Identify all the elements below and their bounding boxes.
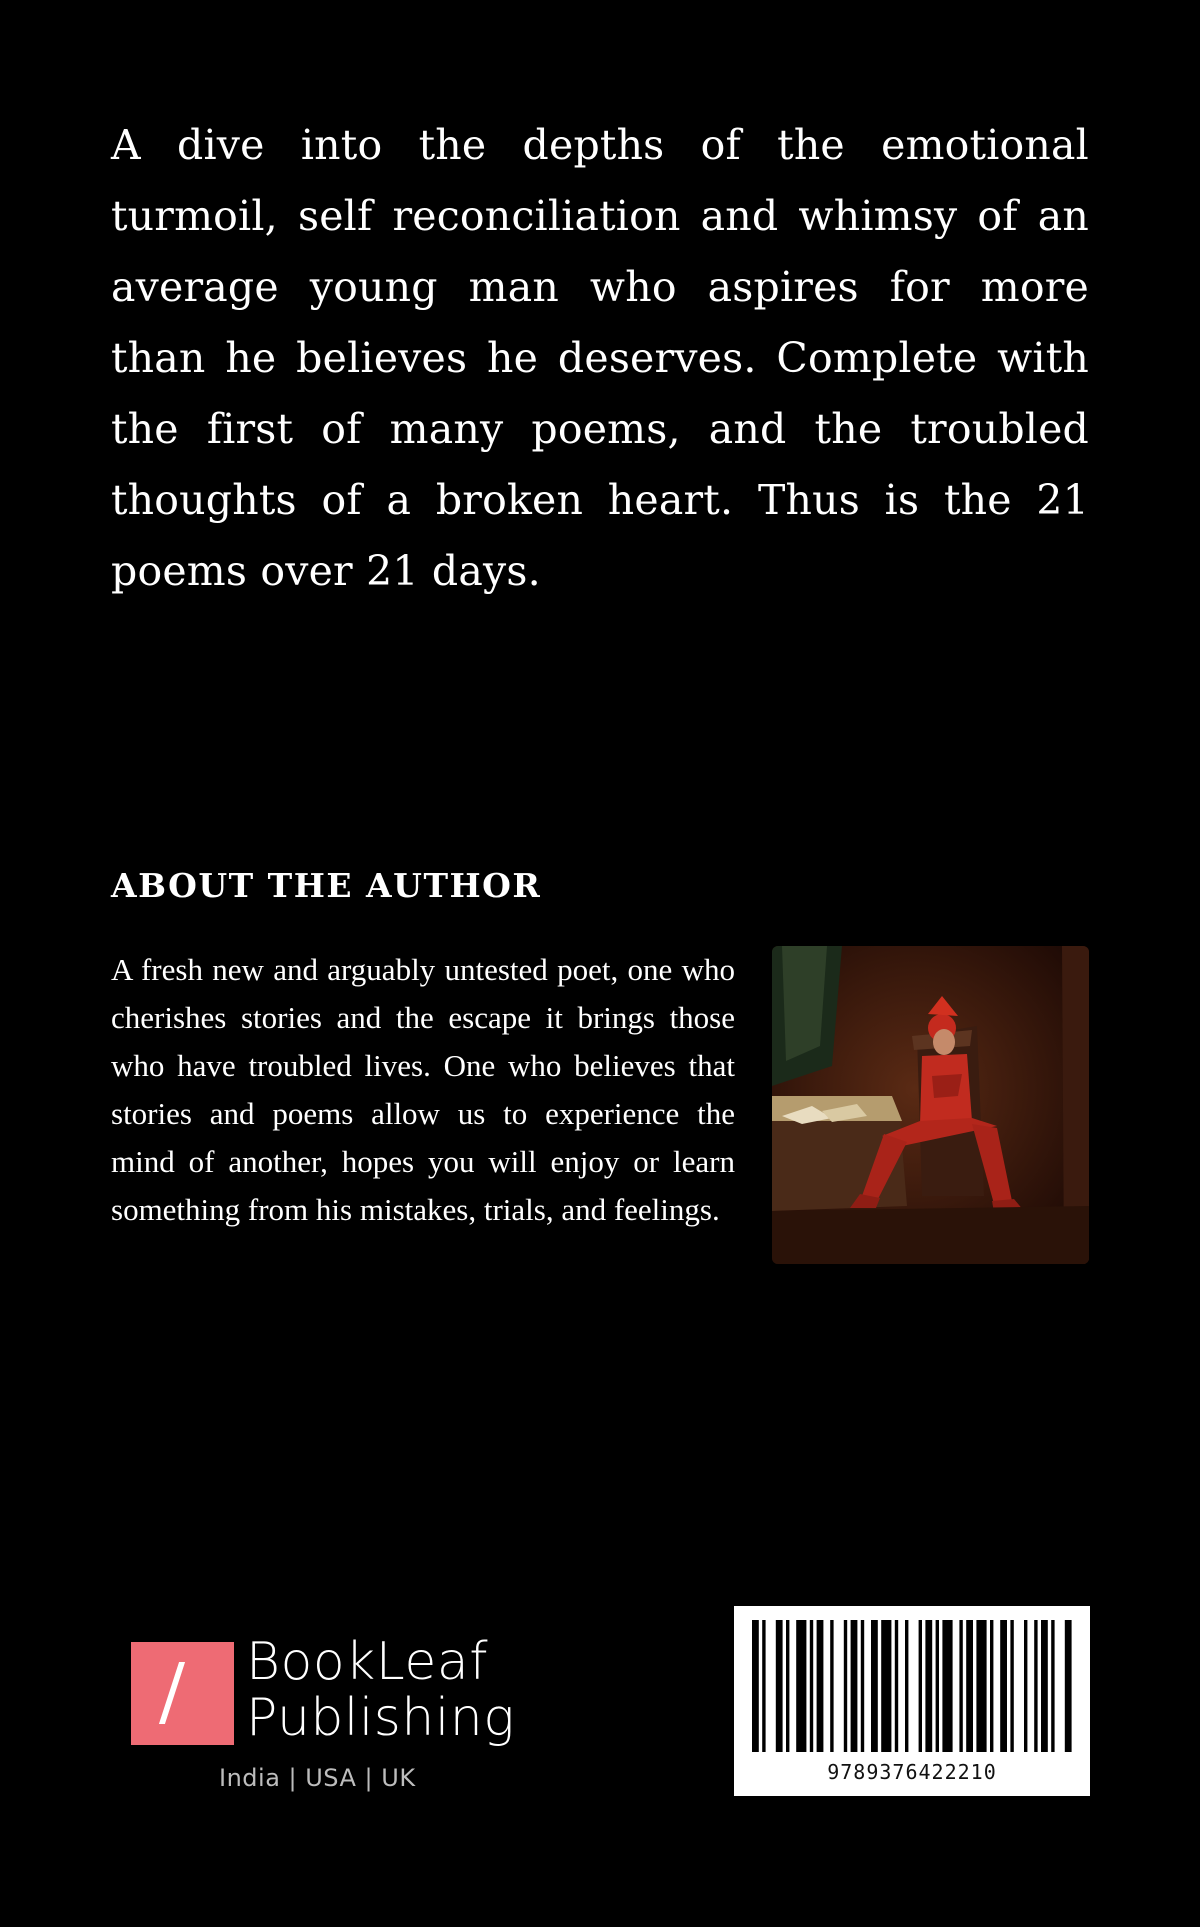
barcode-bar (990, 1620, 993, 1752)
blurb-text: A dive into the depths of the emotional turmoil, self reconciliation and whimsy of an average young man who aspires for more than he believes he deserves. Complete with the first of many poems, and the troubled thoughts of a broken heart. Thus is the 21 poems over 21 days. (111, 121, 1089, 595)
barcode-bar (776, 1620, 783, 1752)
jester-painting-illustration (772, 946, 1089, 1264)
barcode-bar (959, 1620, 962, 1752)
barcode-bar (919, 1620, 922, 1752)
barcode-bar (830, 1620, 833, 1752)
about-author-text: A fresh new and arguably untested poet, one who cherishes stories and the escape it brings those who have troubled lives. One who believes that stories and poems allow us to experience the mind of another, hopes you will enjoy or learn something from his mistakes, trials, and feelings. (111, 952, 735, 1227)
barcode-bar (905, 1620, 908, 1752)
barcode-bar (861, 1620, 864, 1752)
barcode-bar (936, 1620, 939, 1752)
barcode-bar (966, 1620, 973, 1752)
barcode-bar (851, 1620, 858, 1752)
barcode-bar (1041, 1620, 1048, 1752)
publisher-logo (131, 1632, 515, 1796)
barcode-bar (796, 1620, 806, 1752)
barcode-bar (1024, 1620, 1027, 1752)
barcode-bar (895, 1620, 898, 1752)
publisher-name-line2: Publishing (246, 1688, 515, 1748)
barcode-bar (786, 1620, 789, 1752)
barcode-bar (752, 1620, 759, 1752)
barcode-bar (1034, 1620, 1037, 1752)
isbn-barcode (734, 1606, 1090, 1796)
barcode-bar (942, 1620, 952, 1752)
barcode-bar (1051, 1620, 1054, 1752)
barcode-bar (1000, 1620, 1007, 1752)
barcode-bar (844, 1620, 847, 1752)
barcode-bar (810, 1620, 813, 1752)
barcode-bar (881, 1620, 891, 1752)
barcode-bar (1065, 1620, 1072, 1752)
leaf-slash-icon (131, 1642, 234, 1745)
isbn-number: 9789376422210 (827, 1760, 997, 1784)
barcode-bar (817, 1620, 824, 1752)
barcode-bar (1010, 1620, 1013, 1752)
publisher-name-line1: BookLeaf (246, 1632, 489, 1692)
barcode-bar (762, 1620, 765, 1752)
barcode-bar (871, 1620, 878, 1752)
about-author-heading: ABOUT THE AUTHOR (111, 866, 542, 905)
barcode-bars (748, 1620, 1076, 1756)
publisher-regions: India | USA | UK (219, 1764, 416, 1792)
barcode-bar (925, 1620, 932, 1752)
barcode-bar (976, 1620, 986, 1752)
author-painting-image (772, 946, 1089, 1264)
